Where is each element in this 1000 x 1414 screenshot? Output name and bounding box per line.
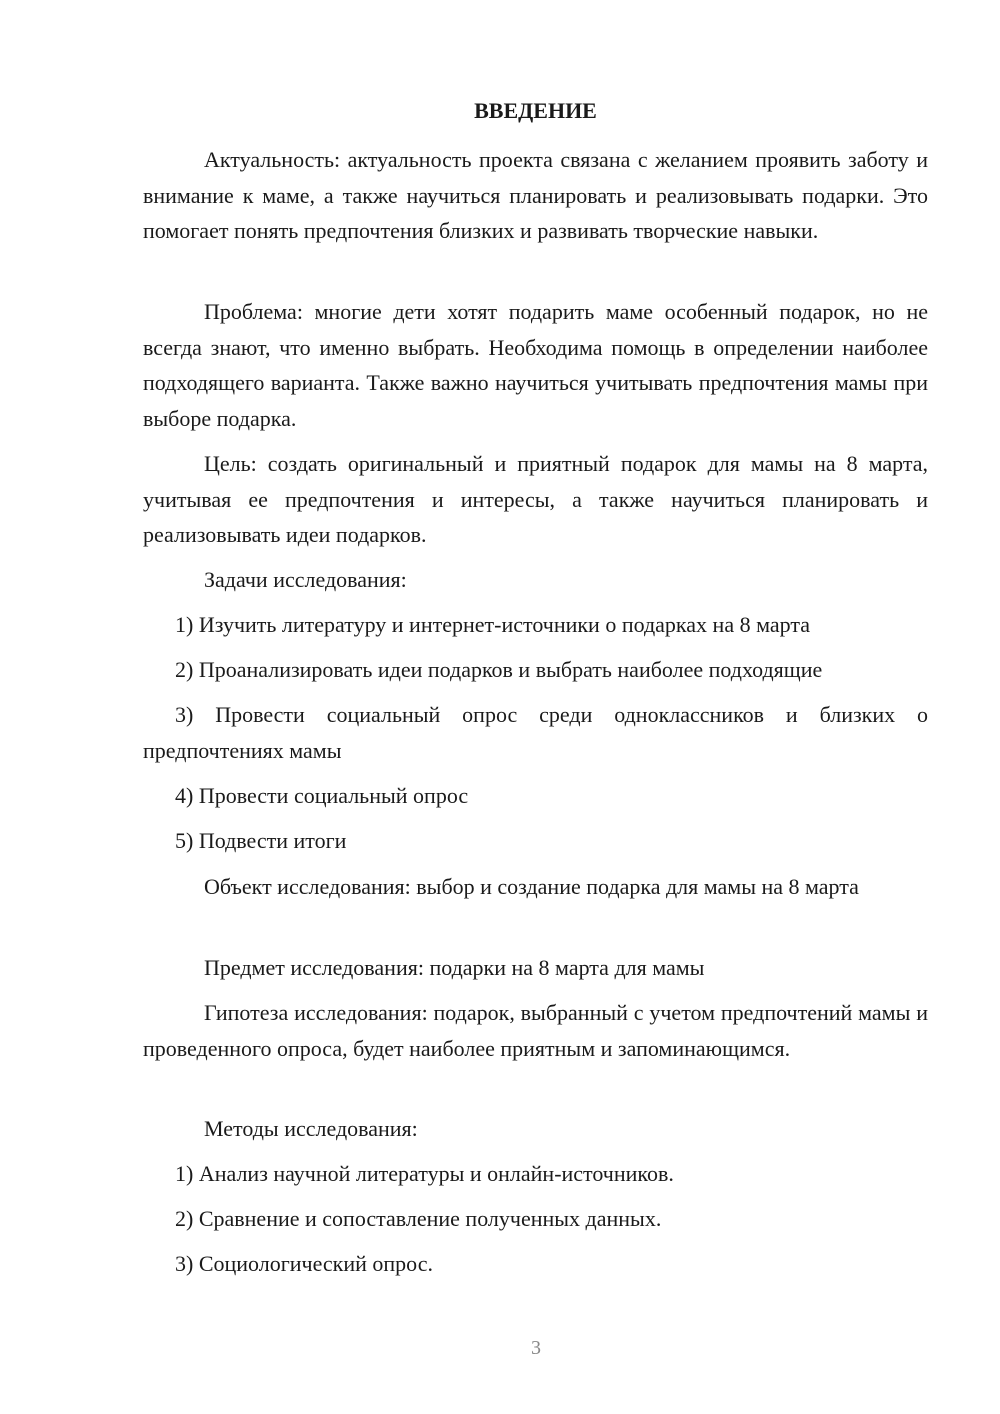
page-number: 3 bbox=[531, 1337, 541, 1359]
task-item: 1) Изучить литературу и интернет-источники о подарках на 8 марта bbox=[175, 612, 810, 637]
method-item: 1) Анализ научной литературы и онлайн-источников. bbox=[175, 1161, 674, 1186]
subject-paragraph: Предмет исследования: подарки на 8 марта для мамы bbox=[204, 955, 705, 980]
task-item: 4) Провести социальный опрос bbox=[175, 783, 469, 808]
task-item: 5) Подвести итоги bbox=[175, 828, 347, 853]
methods-heading: Методы исследования: bbox=[204, 1116, 418, 1141]
task-item: 2) Проанализировать идеи подарков и выбрать наиболее подходящие bbox=[175, 657, 823, 682]
hypothesis-paragraph: Гипотеза исследования: подарок, выбранный с учетом предпочтений мамы и проведенного опроса, будет наиболее приятным и запоминающимся. bbox=[143, 1000, 928, 1061]
page-title: ВВЕДЕНИЕ bbox=[474, 98, 597, 123]
problem-paragraph: Проблема: многие дети хотят подарить маме особенный подарок, но не всегда знают, что именно выбрать. Необходима помощь в определении наиболее подходящего варианта. Также важно научиться учитывать предпочтения мамы при выборе подарка. bbox=[143, 299, 928, 431]
tasks-heading: Задачи исследования: bbox=[204, 567, 407, 592]
method-item: 3) Социологический опрос. bbox=[175, 1251, 433, 1276]
object-paragraph: Объект исследования: выбор и создание подарка для мамы на 8 марта bbox=[204, 874, 859, 899]
method-item: 2) Сравнение и сопоставление полученных данных. bbox=[175, 1206, 662, 1231]
relevance-paragraph: Актуальность: актуальность проекта связана с желанием проявить заботу и внимание к маме, а также научиться планировать и реализовывать подарки. Это помогает понять предпочтения близких и развивать творческие навыки. bbox=[143, 147, 928, 243]
goal-paragraph: Цель: создать оригинальный и приятный подарок для мамы на 8 марта, учитывая ее предпочтения и интересы, а также научиться планировать и реализовывать идеи подарков. bbox=[143, 451, 928, 547]
task-item: 3) Провести социальный опрос среди одноклассников и близких о предпочтениях мамы bbox=[143, 702, 928, 763]
